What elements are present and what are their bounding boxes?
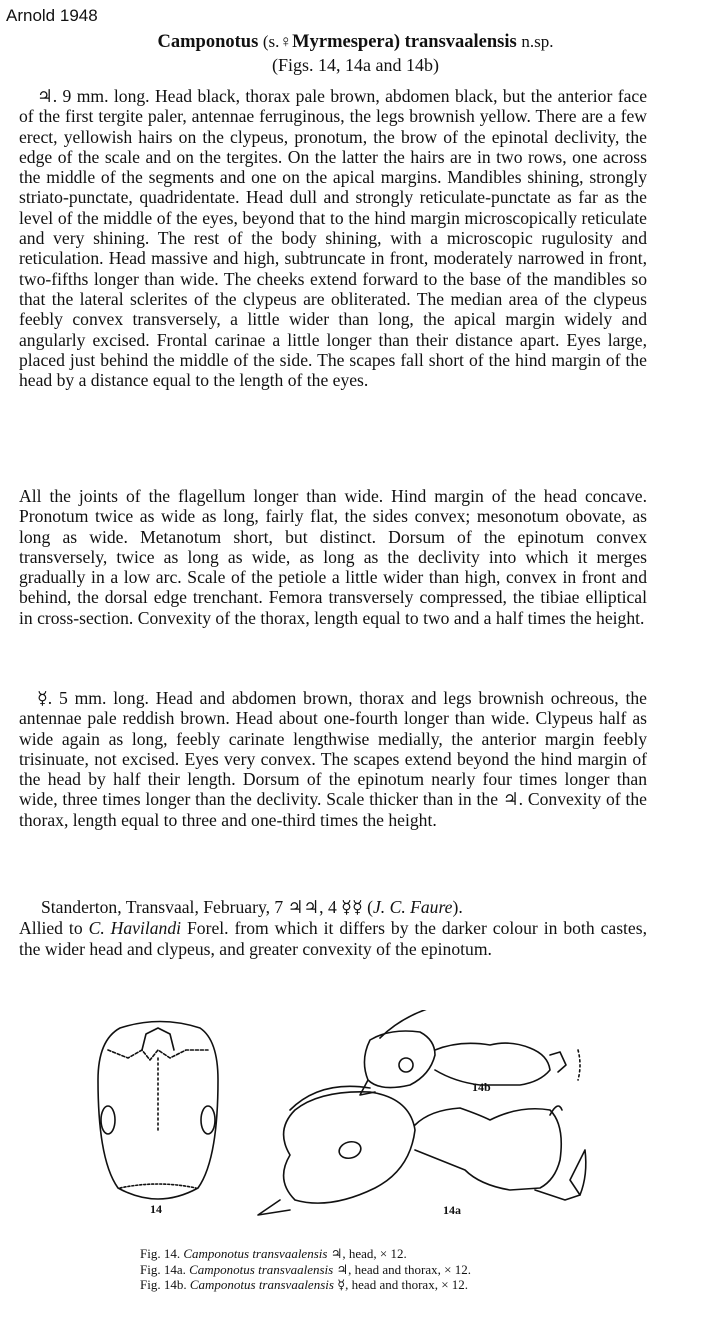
caption-text: ☿, head and thorax, × 12. [333, 1277, 469, 1292]
caption-species: Camponotus transvaalensis [183, 1246, 328, 1261]
locality-close: ). [452, 897, 463, 917]
paragraph-locality-affinity [19, 897, 647, 960]
caption-number: Fig. 14. [140, 1246, 181, 1261]
paragraph-minor-worker: ☿. 5 mm. long. Head and abdomen brown, thorax and legs brownish ochreous, the antennae pale reddish brown. Head about one-fourth longer than wide. Clypeus half as wide again as long, feebly carinate lengthwise medially, the anterior margin feebly trisinuate, not excised. Eyes very convex. The scapes extend beyond the hind margin of the head by half their length. Dorsum of the epinotum nearly four times longer than wide, three times longer than the declivity. Scale thicker than in the ♃. Convexity of the thorax, length equal to three and one-third times the height. [19, 688, 647, 830]
fig14b-label: 14b [472, 1080, 491, 1094]
title-subgenus-symbol: ♀ [279, 32, 293, 51]
collector-name: J. C. Faure [373, 897, 453, 917]
title-subgenus: Myrmespera) [292, 32, 401, 52]
fig14-label: 14 [150, 1202, 162, 1216]
fig14a-head-thorax-drawing [258, 1086, 586, 1215]
affinity-species: C. Havilandi [88, 918, 182, 938]
title-status: n.sp. [521, 32, 554, 51]
caption-number: Fig. 14a. [140, 1261, 186, 1277]
fig14b-head-thorax-drawing [360, 1010, 580, 1095]
figure-plate [80, 1010, 640, 1230]
source-label: Arnold 1948 [6, 6, 98, 25]
caption-number: Fig. 14b. [140, 1277, 187, 1292]
caption-line [140, 1262, 471, 1278]
affinity-rest: Forel. from which it differs by the darker colour in both castes, the wider head and clypeus, and greater convexity of the epinotum. [19, 918, 647, 959]
paragraph-major-worker-continued: All the joints of the flagellum longer than wide. Hind margin of the head concave. Pronotum twice as wide as long, fairly flat, the sides convex; mesonotum obovate, as long as wide. Metanotum short, but distinct. Dorsum of the epinotum convex transversely, twice as long as wide, as long as the declivity into which it merges gradually in a low arc. Scale of the petiole a little wider than high, convex in front and behind, the dorsal edge trenchant. Femora transversely compressed, the tibiae elliptical in cross-section. Convexity of the thorax, length equal to two and a half times the height. [19, 486, 647, 628]
paragraph-major-worker: ♃. 9 mm. long. Head black, thorax pale brown, abdomen black, but the anterior face of the first tergite paler, antennae ferruginous, the legs brownish yellow. There are a few erect, yellowish hairs on the clypeus, pronotum, the brow of the epinotal declivity, the edge of the scale and on the tergites. On the latter the hairs are in two rows, one across the middle of the segments and one on the apical margins. Mandibles shining, strongly striato-punctate, quadridentate. Head dull and strongly reticulate-punctate as far as the level of the middle of the eyes, beyond that to the hind margin microscopically reticulate and very shining. The rest of the body shining, with a microscopic rugulosity and reticulation. Head massive and high, subtruncate in front, moderately narrowed in front, two-fifths longer than wide. The cheeks extend forward to the base of the mandibles so that the lateral sclerites of the clypeus are obliterated. The median area of the clypeus feebly convex transversely, a little wider than long, the apical margin widely and angularly excised. Frontal carinae a little longer than their distance apart. Eyes large, placed just behind the middle of the side. The scapes fall short of the hind margin of the head by a distance equal to the length of the eyes. [19, 86, 647, 391]
locality-text: Standerton, Transvaal, February, 7 ♃♃, 4 ☿☿ ( [41, 897, 373, 917]
figures-reference: (Figs. 14, 14a and 14b) [272, 55, 439, 75]
fig14a-label: 14a [443, 1203, 461, 1217]
affinity-start: Allied to [19, 918, 89, 938]
caption-text: ♃, head and thorax, × 12. [333, 1261, 471, 1277]
caption-line [140, 1246, 471, 1262]
title-subgenus-open: (s. [262, 32, 280, 51]
caption-species: Camponotus transvaalensis [189, 1277, 334, 1292]
caption-text: ♃, head, × 12. [327, 1246, 407, 1261]
figure-captions [140, 1246, 471, 1293]
title-genus: Camponotus [157, 32, 259, 52]
caption-species: Camponotus transvaalensis [189, 1261, 334, 1277]
ant-drawings [80, 1010, 640, 1230]
caption-line [140, 1277, 471, 1293]
title-species: transvaalensis [404, 32, 517, 52]
species-title [0, 32, 711, 53]
fig14-head-drawing [98, 1022, 218, 1200]
